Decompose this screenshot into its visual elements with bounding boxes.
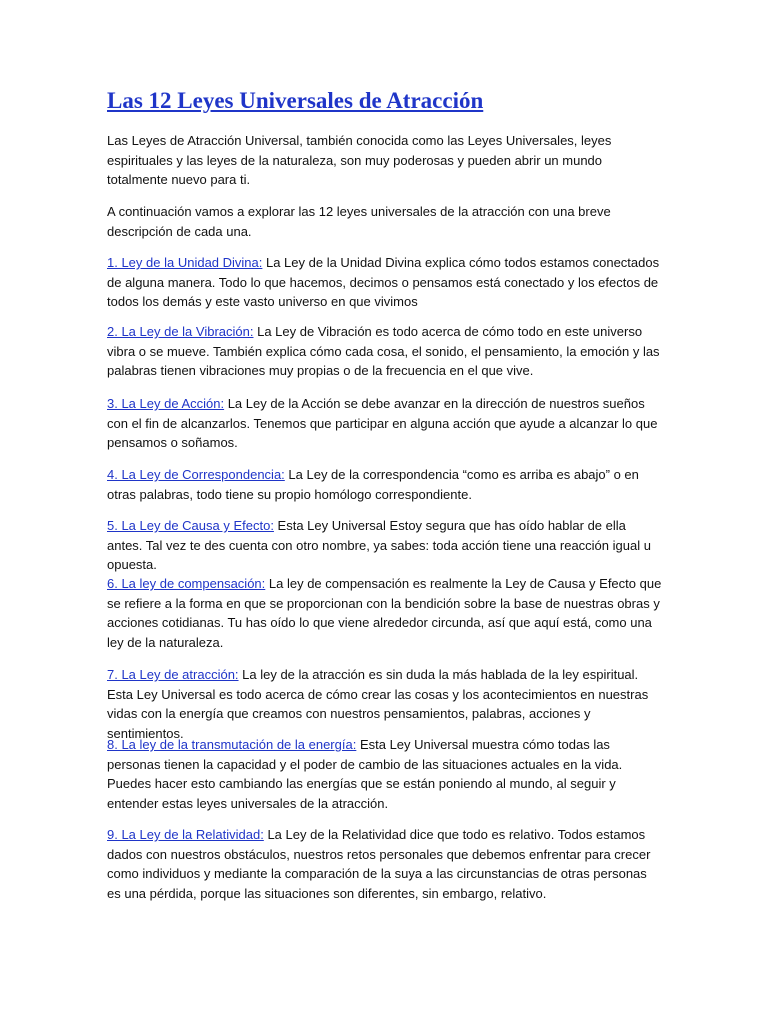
- law-description-1: La Ley de la Unidad Divina explica cómo todos estamos conectados de alguna manera. Todo lo que hacemos, decimos o pensamos está conectado y los efectos de todos los demás y este vasto universo en que vivimos: [107, 255, 660, 310]
- law-link-7[interactable]: 7. La Ley de atracción:: [107, 667, 239, 682]
- law-paragraph-6: [107, 574, 663, 652]
- law-link-9[interactable]: 9. La Ley de la Relatividad:: [107, 827, 264, 842]
- law-description-6: La ley de compensación es realmente la Ley de Causa y Efecto que se refiere a la forma en que se proporcionan con la bendición sobre la base de nuestras obras y acciones cotidianas. Tu has oído lo que viene alrededor circunda, así que aquí está, como una ley de la naturaleza.: [107, 576, 662, 650]
- law-description-9: La Ley de la Relatividad dice que todo es relativo. Todos estamos dados con nuestros obstáculos, nuestros retos personales que debemos enfrentar para crecer como individuos y mediante la comparación de la suya a las circunstancias de otras personas es una pérdida, porque las situaciones son diferentes, sin embargo, relativo.: [107, 827, 651, 901]
- law-paragraph-2: [107, 322, 663, 381]
- law-paragraph-8: [107, 735, 663, 813]
- law-link-2[interactable]: 2. La Ley de la Vibración:: [107, 324, 254, 339]
- law-link-4[interactable]: 4. La Ley de Correspondencia:: [107, 467, 285, 482]
- intro-paragraph-1: Las Leyes de Atracción Universal, también conocida como las Leyes Universales, leyes espirituales y las leyes de la naturaleza, son muy poderosas y pueden abrir un mundo totalmente nuevo para ti.: [107, 133, 612, 188]
- intro-paragraph-2: A continuación vamos a explorar las 12 leyes universales de la atracción con una breve descripción de cada una.: [107, 204, 611, 239]
- law-paragraph-3: [107, 394, 663, 453]
- law-description-3: La Ley de la Acción se debe avanzar en la dirección de nuestros sueños con el fin de alcanzarlos. Tenemos que participar en alguna acción que ayude a alcanzar lo que pensamos o soñamos.: [107, 396, 658, 451]
- law-description-7: La ley de la atracción es sin duda la más hablada de la ley espiritual. Esta Ley Universal es todo acerca de cómo crear las cosas y los acontecimientos en nuestras vidas con la energía que creamos con nuestros pensamientos, palabras, acciones y sentimientos.: [107, 667, 649, 741]
- law-link-3[interactable]: 3. La Ley de Acción:: [107, 396, 225, 411]
- law-description-2: La Ley de Vibración es todo acerca de cómo todo en este universo vibra o se mueve. También explica cómo cada cosa, el sonido, el pensamiento, la emoción y las palabras tienen vibraciones muy propias o de la frecuencia en el que vive.: [107, 324, 660, 379]
- law-description-8: Esta Ley Universal muestra cómo todas las personas tienen la capacidad y el poder de cambio de las situaciones actuales en la vida. Puedes hacer esto cambiando las energías que se están poniendo al mundo, al seguir y entender estas leyes universales de la atracción.: [107, 737, 623, 811]
- law-description-4: La Ley de la correspondencia “como es arriba es abajo” o en otras palabras, todo tiene su propio homólogo correspondiente.: [107, 467, 639, 502]
- page-title: Las 12 Leyes Universales de Atracción: [107, 88, 484, 113]
- law-description-5: Esta Ley Universal Estoy segura que has oído hablar de ella antes. Tal vez te des cuenta con otro nombre, ya sabes: toda acción tiene una reacción igual u opuesta.: [107, 518, 651, 573]
- law-link-1[interactable]: 1. Ley de la Unidad Divina:: [107, 255, 263, 270]
- law-paragraph-5: [107, 516, 663, 575]
- law-link-6[interactable]: 6. La ley de compensación:: [107, 576, 266, 591]
- law-paragraph-1: [107, 253, 663, 312]
- law-link-5[interactable]: 5. La Ley de Causa y Efecto:: [107, 518, 274, 533]
- law-link-8[interactable]: 8. La ley de la transmutación de la energía:: [107, 737, 357, 752]
- law-paragraph-9: [107, 825, 663, 903]
- law-paragraph-4: [107, 465, 663, 504]
- law-paragraph-7: [107, 665, 663, 743]
